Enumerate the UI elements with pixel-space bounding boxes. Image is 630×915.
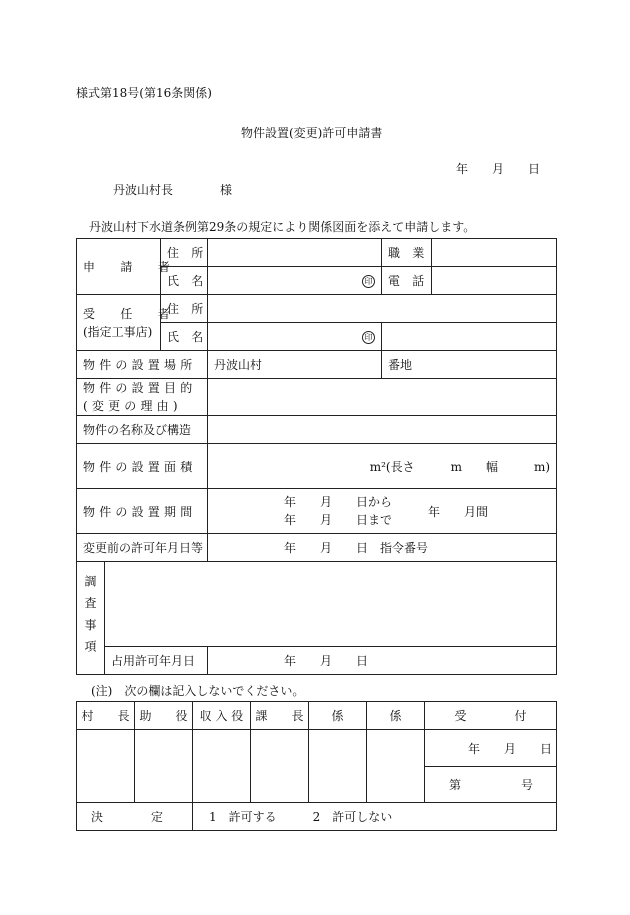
- treasurer-stamp: [193, 730, 251, 803]
- occupation-label: 職 業: [382, 239, 432, 267]
- intro-statement: 丹波山村下水道条例第29条の規定により関係図面を添えて申請します。: [89, 220, 476, 234]
- staff-stamp-2: [367, 730, 425, 803]
- deputy-stamp: [135, 730, 193, 803]
- purpose-label: 物件の設置目的 (変更の理由): [77, 379, 208, 416]
- applicant-name-field[interactable]: [208, 267, 382, 295]
- applicant-label: 申 請 者: [77, 239, 161, 295]
- purpose-field[interactable]: [208, 379, 557, 416]
- decision-options: 1 許可する 2 許可しない: [193, 803, 557, 831]
- section-chief-stamp: [251, 730, 309, 803]
- decision-label: 決 定: [77, 803, 193, 831]
- agent-address-field[interactable]: [208, 295, 557, 323]
- period-from: 年 月 日から: [284, 495, 393, 509]
- phone-label: 電 話: [382, 267, 432, 295]
- date-day: 日: [528, 162, 541, 176]
- agent-address-label: 住 所: [161, 295, 208, 323]
- prev-permit-label: 変更前の許可年月日等: [77, 534, 208, 562]
- note-text: (注) 次の欄は記入しないでください。: [91, 684, 305, 698]
- village-head-stamp: [77, 730, 135, 803]
- village-head-header: 村 長: [77, 702, 135, 730]
- honorific: 様: [220, 183, 233, 197]
- application-form-table: [76, 238, 557, 675]
- survey-field[interactable]: [105, 562, 557, 647]
- date-month: 月: [492, 162, 505, 176]
- phone-field[interactable]: [432, 267, 557, 295]
- period-duration: 年 月間: [428, 504, 489, 519]
- prev-permit-field[interactable]: 年 月 日 指令番号: [208, 534, 557, 562]
- date-year: 年: [456, 162, 469, 176]
- area-label: 物件の設置面積: [77, 444, 208, 489]
- period-to: 年 月 日まで: [284, 513, 393, 527]
- name-structure-field[interactable]: [208, 416, 557, 444]
- agent-label: 受 任 者 (指定工事店): [77, 295, 161, 351]
- receipt-number: 第 号: [425, 767, 557, 803]
- agent-name-field[interactable]: [208, 323, 382, 351]
- staff-header-2: 係: [367, 702, 425, 730]
- occupancy-field[interactable]: 年 月 日: [208, 647, 557, 675]
- seal-mark: 印: [362, 275, 375, 288]
- deputy-header: 助 役: [135, 702, 193, 730]
- seal-mark: 印: [362, 331, 375, 344]
- form-number: 様式第18号(第16条関係): [76, 86, 212, 100]
- applicant-name-label: 氏 名: [161, 267, 208, 295]
- addressee: 丹波山村長: [113, 183, 174, 197]
- period-field[interactable]: [208, 489, 557, 534]
- period-label: 物件の設置期間: [77, 489, 208, 534]
- occupancy-label: 占用許可年月日: [105, 647, 208, 675]
- area-field[interactable]: m²(長さ m 幅 m): [208, 444, 557, 489]
- agent-name-label: 氏 名: [161, 323, 208, 351]
- staff-stamp-1: [309, 730, 367, 803]
- location-label: 物件の設置場所: [77, 351, 208, 379]
- staff-header-1: 係: [309, 702, 367, 730]
- applicant-address-field[interactable]: [208, 239, 382, 267]
- survey-label: 調査事項: [77, 562, 105, 675]
- office-use-table: [76, 701, 557, 831]
- document-title: 物件設置(変更)許可申請書: [241, 126, 383, 140]
- location-banchi[interactable]: 番地: [382, 351, 557, 379]
- section-chief-header: 課 長: [251, 702, 309, 730]
- name-structure-label: 物件の名称及び構造: [77, 416, 208, 444]
- receipt-header: 受 付: [425, 702, 557, 730]
- location-village[interactable]: 丹波山村: [208, 351, 382, 379]
- receipt-date: 年 月 日: [425, 730, 557, 767]
- applicant-address-label: 住 所: [161, 239, 208, 267]
- treasurer-header: 収 入 役: [193, 702, 251, 730]
- occupation-field[interactable]: [432, 239, 557, 267]
